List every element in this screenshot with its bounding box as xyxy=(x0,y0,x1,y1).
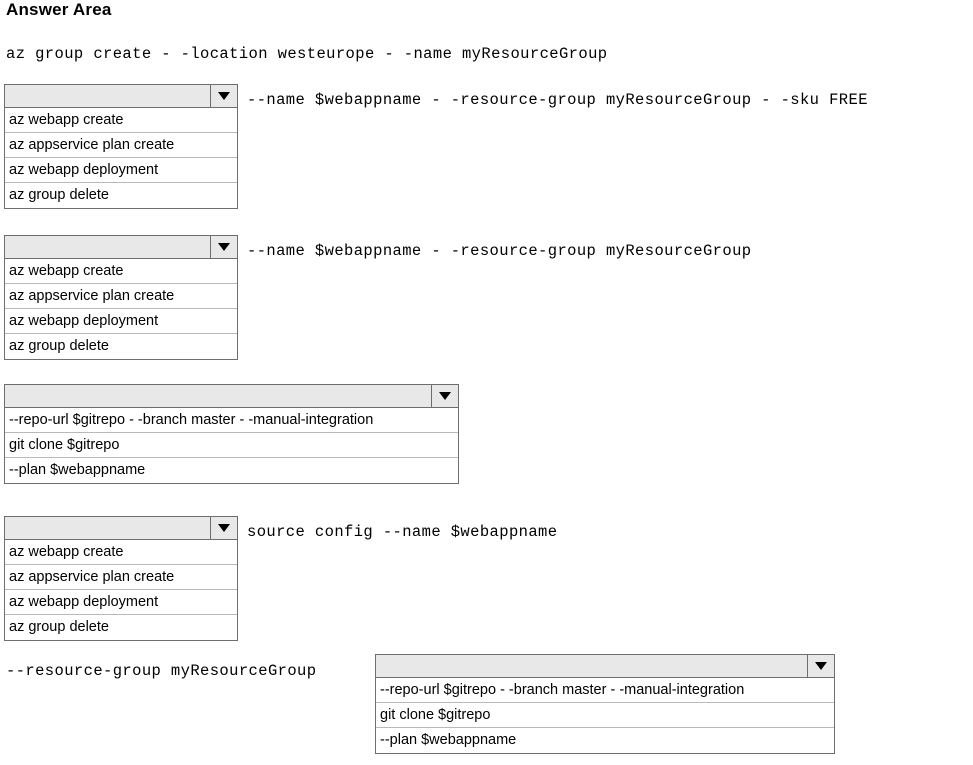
list-item[interactable]: --plan $webappname xyxy=(380,732,517,748)
list-item[interactable]: --repo-url $gitrepo - -branch master - -manual-integration xyxy=(5,408,458,433)
dropdown-4[interactable] xyxy=(4,516,238,641)
list-item[interactable]: --repo-url $gitrepo - -branch master - -manual-integration xyxy=(376,678,834,703)
list-item[interactable]: az appservice plan create xyxy=(5,284,237,309)
chevron-down-icon[interactable] xyxy=(807,655,834,677)
dropdown-1[interactable] xyxy=(4,84,238,209)
list-item[interactable]: az appservice plan create xyxy=(5,133,237,158)
list-item[interactable]: az webapp deployment xyxy=(5,309,237,334)
list-item[interactable]: git clone $gitrepo xyxy=(5,433,458,458)
list-item[interactable]: --plan $webappname xyxy=(9,462,146,478)
dropdown-3-header[interactable] xyxy=(4,384,459,408)
chevron-down-icon[interactable] xyxy=(210,236,237,258)
list-item[interactable]: az group delete xyxy=(9,338,109,354)
dropdown-2-list[interactable] xyxy=(4,259,238,360)
command-line-3-suffix: --name $webappname - -resource-group myResourceGroup xyxy=(247,242,752,260)
dropdown-5[interactable] xyxy=(375,654,835,754)
chevron-down-icon[interactable] xyxy=(210,517,237,539)
list-item[interactable]: az webapp create xyxy=(5,540,237,565)
page-title: Answer Area xyxy=(6,0,112,19)
list-item[interactable]: az group delete xyxy=(9,187,109,203)
command-line-2-suffix: --name $webappname - -resource-group myResourceGroup - -sku FREE xyxy=(247,91,868,109)
dropdown-4-list[interactable] xyxy=(4,540,238,641)
list-item[interactable]: az webapp deployment xyxy=(5,158,237,183)
chevron-down-icon[interactable] xyxy=(431,385,458,407)
list-item[interactable]: git clone $gitrepo xyxy=(376,703,834,728)
dropdown-2[interactable] xyxy=(4,235,238,360)
command-line-1: az group create - -location westeurope - -name myResourceGroup xyxy=(6,45,608,63)
list-item[interactable]: az appservice plan create xyxy=(5,565,237,590)
dropdown-5-list[interactable] xyxy=(375,678,835,754)
dropdown-1-list[interactable] xyxy=(4,108,238,209)
command-line-6-prefix: --resource-group myResourceGroup xyxy=(6,662,317,680)
list-item[interactable]: az webapp create xyxy=(5,108,237,133)
dropdown-1-header[interactable] xyxy=(4,84,238,108)
dropdown-2-header[interactable] xyxy=(4,235,238,259)
chevron-down-icon[interactable] xyxy=(210,85,237,107)
list-item[interactable]: az webapp create xyxy=(5,259,237,284)
dropdown-3[interactable] xyxy=(4,384,459,484)
dropdown-3-list[interactable] xyxy=(4,408,459,484)
dropdown-5-header[interactable] xyxy=(375,654,835,678)
list-item[interactable]: az group delete xyxy=(9,619,109,635)
dropdown-4-header[interactable] xyxy=(4,516,238,540)
list-item[interactable]: az webapp deployment xyxy=(5,590,237,615)
command-line-5-suffix: source config --name $webappname xyxy=(247,523,558,541)
